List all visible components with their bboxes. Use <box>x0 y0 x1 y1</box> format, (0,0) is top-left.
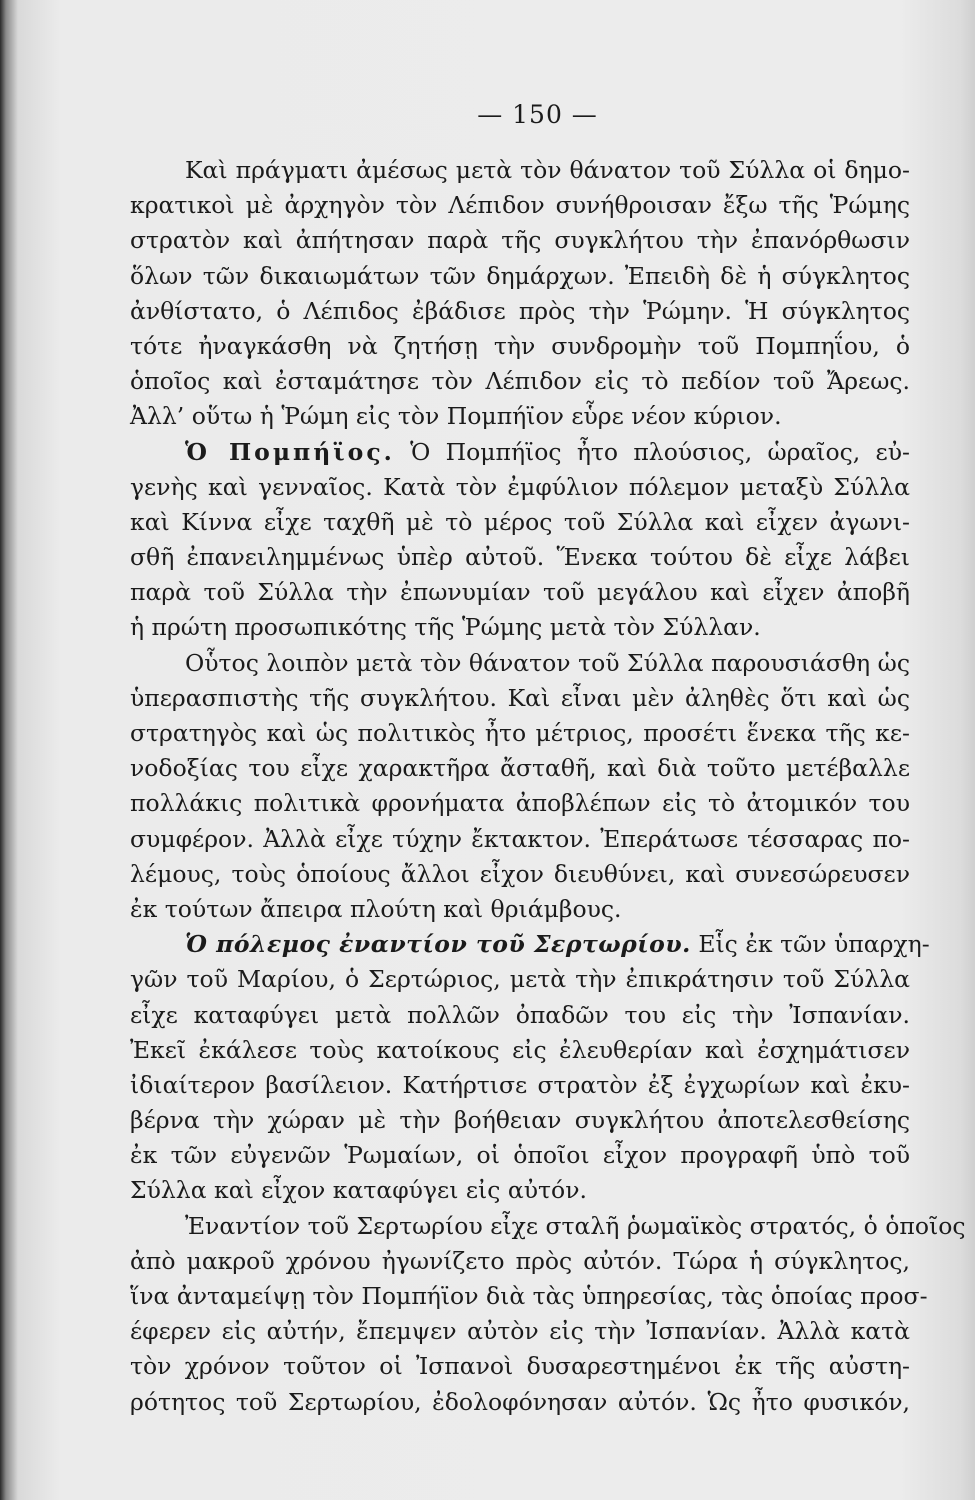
line-text: σθῆ ἐπανειλημμένως ὑπὲρ αὐτοῦ. Ἕνεκα τούτου δὲ εἶχε λάβει <box>130 543 910 572</box>
line-text: βέρνα τὴν χώραν μὲ τὴν βοήθειαν συγκλήτου ἀποτελεσθείσης <box>130 1106 910 1135</box>
line-text: ἀνθίστατο, ὁ Λέπιδος ἐβάδισε πρὸς τὴν Ῥώμην. Ἡ σύγκλητος <box>130 296 910 325</box>
text-line <box>130 857 910 892</box>
text-line <box>130 1209 966 1244</box>
line-text: Ὁ Πομπήϊος ἦτο πλούσιος, ὡραῖος, εὐ- <box>410 437 910 466</box>
line-text: καὶ Κίννα εἶχε ταχθῆ μὲ τὸ μέρος τοῦ Σύλλα καὶ εἶχεν ἀγωνι- <box>130 507 910 536</box>
text-line <box>130 1103 910 1138</box>
text-line <box>130 294 910 329</box>
text-line <box>130 153 910 188</box>
text-line <box>130 751 910 786</box>
text-line <box>130 470 910 505</box>
text-line <box>130 505 910 540</box>
line-text: ὁποῖος καὶ ἐσταμάτησε τὸν Λέπιδον εἰς τὸ πεδίον τοῦ Ἄρεως. <box>130 367 910 396</box>
line-text: Σύλλα καὶ εἶχον καταφύγει εἰς αὐτόν. <box>130 1176 587 1205</box>
text-line <box>130 223 910 258</box>
line-text: κρατικοὶ μὲ ἀρχηγὸν τὸν Λέπιδον συνήθροισαν ἔξω τῆς Ῥώμης <box>130 191 910 220</box>
text-line <box>130 540 910 575</box>
line-text: πολλάκις πολιτικὰ φρονήματα ἀποβλέπων εἰς τὸ ἀτομικόν του <box>130 789 910 818</box>
text-line <box>130 1033 910 1068</box>
line-text: παρὰ τοῦ Σύλλα τὴν ἐπωνυμίαν τοῦ μεγάλου καὶ εἶχεν ἀποβῆ <box>130 578 910 607</box>
line-text: Εἷς ἐκ τῶν ὑπαρχη- <box>698 930 930 959</box>
page-number: — 150 — <box>477 100 598 129</box>
line-text: ἀπὸ μακροῦ χρόνου ἠγωνίζετο πρὸς αὐτόν. Τώρα ἡ σύγκλητος, <box>130 1246 910 1275</box>
text-line <box>130 646 910 681</box>
section-heading: Ὁ πόλεμος ἐναντίον τοῦ Σερτωρίου. <box>185 930 691 959</box>
text-line <box>130 892 910 927</box>
line-text: τότε ἠναγκάσθη νὰ ζητήσῃ τὴν συνδρομὴν τοῦ Πομπηΐου, ὁ <box>130 331 910 360</box>
line-text: ὅλων τῶν δικαιωμάτων τῶν δημάρχων. Ἐπειδὴ δὲ ἡ σύγκλητος <box>130 261 910 290</box>
line-text: ἡ πρώτη προσωπικότης τῆς Ῥώμης μετὰ τὸν Σύλλαν. <box>130 613 761 642</box>
text-line <box>130 575 910 610</box>
line-text: συμφέρον. Ἀλλὰ εἶχε τύχην ἔκτακτον. Ἐπεράτωσε τέσσαρας πο- <box>130 824 910 853</box>
line-text: ὑπερασπιστὴς τῆς συγκλήτου. Καὶ εἶναι μὲν ἀληθὲς ὅτι καὶ ὡς <box>130 683 910 712</box>
line-text: γῶν τοῦ Μαρίου, ὁ Σερτώριος, μετὰ τὴν ἐπικράτησιν τοῦ Σύλλα <box>130 965 910 994</box>
text-line <box>130 399 910 434</box>
text-line <box>130 435 910 470</box>
text-line <box>130 188 910 223</box>
line-text: ἵνα ἀνταμείψῃ τὸν Πομπήϊον διὰ τὰς ὑπηρεσίας, τὰς ὁποίας προσ- <box>130 1282 928 1310</box>
line-text: νοδοξίας του εἶχε χαρακτῆρα ἄσταθῆ, καὶ διὰ τοῦτο μετέβαλλε <box>130 754 910 783</box>
text-line <box>130 822 910 857</box>
text-line <box>130 364 910 399</box>
line-text: γενὴς καὶ γενναῖος. Κατὰ τὸν ἐμφύλιον πόλεμον μεταξὺ Σύλλα <box>130 472 910 501</box>
line-text: λέμους, τοὺς ὁποίους ἄλλοι εἶχον διευθύνει, καὶ συνεσώρευσεν <box>130 859 910 888</box>
line-text: Ἐκεῖ ἐκάλεσε τοὺς κατοίκους εἰς ἐλευθερίαν καὶ ἐσχημάτισεν <box>130 1035 910 1064</box>
text-line <box>130 786 910 821</box>
text-line <box>130 962 910 997</box>
line-text: εἶχε καταφύγει μετὰ πολλῶν ὀπαδῶν του εἰς τὴν Ἰσπανίαν. <box>130 1000 910 1029</box>
line-text: Ἐναντίον τοῦ Σερτωρίου εἶχε σταλῆ ῥωμαϊκὸς στρατός, ὁ ὁποῖος <box>185 1211 966 1240</box>
line-text: τὸν χρόνον τοῦτον οἱ Ἰσπανοὶ δυσαρεστημένοι ἐκ τῆς αὐστη- <box>130 1352 910 1381</box>
text-line <box>130 1385 910 1420</box>
text-line <box>130 998 910 1033</box>
text-line <box>130 610 910 645</box>
line-text: Καὶ πράγματι ἀμέσως μετὰ τὸν θάνατον τοῦ Σύλλα οἱ δημο- <box>185 156 910 184</box>
text-line <box>130 1068 910 1103</box>
line-text: ρότητος τοῦ Σερτωρίου, ἐδολοφόνησαν αὐτόν. Ὡς ἦτο φυσικόν, <box>130 1387 910 1416</box>
line-text: στρατὸν καὶ ἀπήτησαν παρὰ τῆς συγκλήτου τὴν ἐπανόρθωσιν <box>130 226 910 255</box>
text-line <box>130 681 910 716</box>
line-text: έφερεν εἰς αὐτήν, ἔπεμψεν αὐτὸν εἰς τὴν Ἰσπανίαν. Ἀλλὰ κατὰ <box>130 1317 910 1346</box>
text-line <box>130 1349 910 1384</box>
text-line <box>130 1279 928 1314</box>
text-line <box>130 716 910 751</box>
text-line <box>130 927 930 962</box>
line-text: ἐκ τῶν εὐγενῶν Ῥωμαίων, οἱ ὁποῖοι εἶχον προγραφῆ ὑπὸ τοῦ <box>130 1141 910 1170</box>
text-line <box>130 329 910 364</box>
text-line <box>130 1244 910 1279</box>
line-text: στρατηγὸς καὶ ὡς πολιτικὸς ἦτο μέτριος, προσέτι ἕνεκα τῆς κε- <box>130 719 910 747</box>
section-heading: Ὁ Πομπήϊος. <box>185 437 395 466</box>
text-line <box>130 259 910 294</box>
line-text: ἐκ τούτων ἄπειρα πλούτη καὶ θριάμβους. <box>130 894 622 923</box>
text-line <box>130 1173 910 1208</box>
text-line <box>130 1138 910 1173</box>
text-line <box>130 1314 910 1349</box>
line-text: Οὗτος λοιπὸν μετὰ τὸν θάνατον τοῦ Σύλλα παρουσιάσθη ὡς <box>185 648 910 677</box>
line-text: Ἀλλ’ οὕτω ἡ Ῥώμη εἰς τὸν Πομπήϊον εὗρε νέον κύριον. <box>130 402 782 431</box>
body-text <box>130 153 966 1420</box>
line-text: ἰδιαίτερον βασίλειον. Κατήρτισε στρατὸν ἐξ ἐγχωρίων καὶ ἐκυ- <box>130 1070 910 1099</box>
